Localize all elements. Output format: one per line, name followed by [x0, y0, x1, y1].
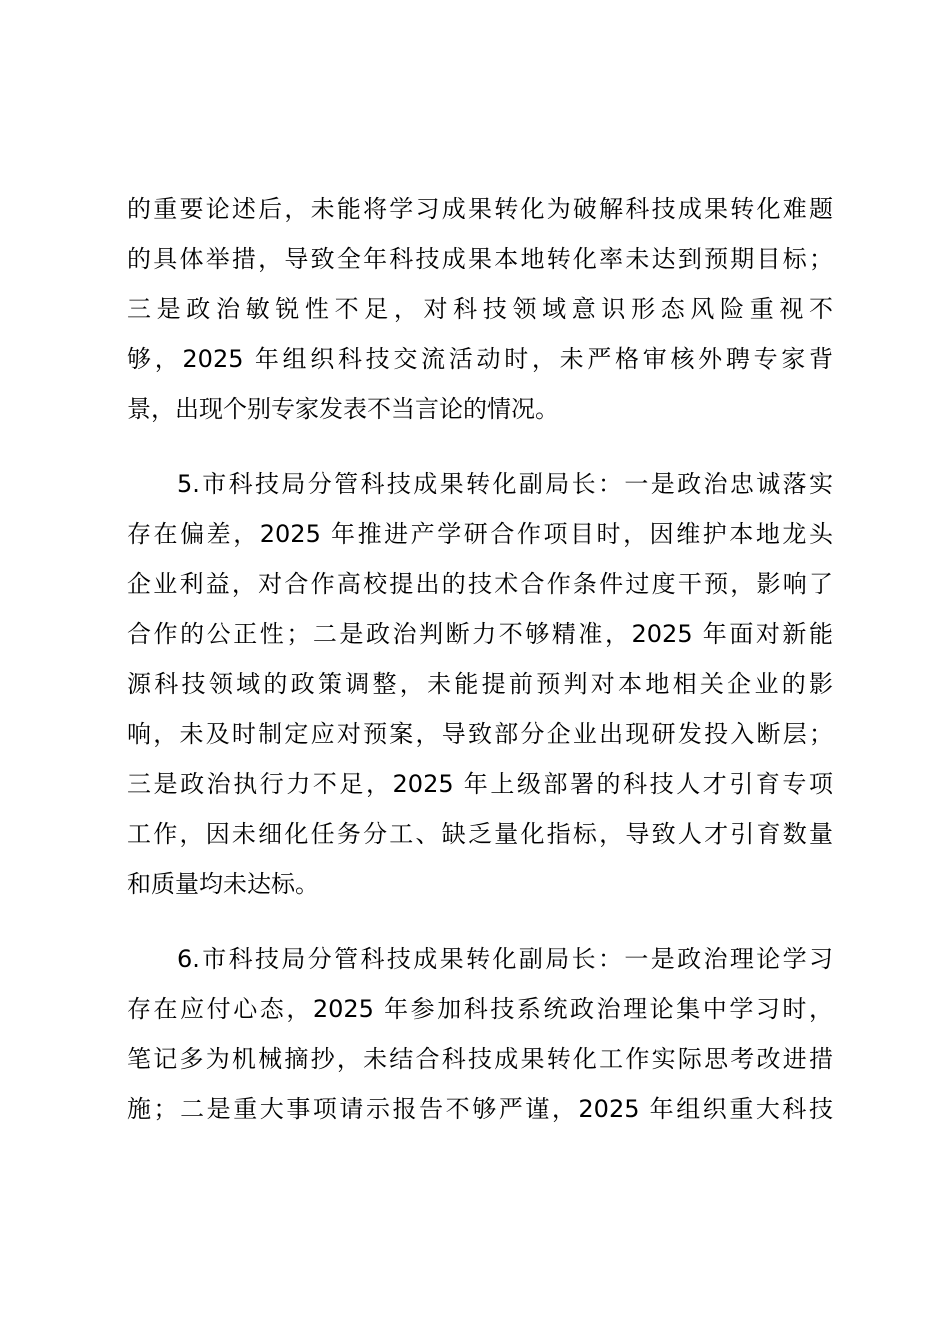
text-line: 企业利益，对合作高校提出的技术合作条件过度干预，影响了 [127, 570, 833, 598]
paragraph-gap [127, 909, 833, 934]
text-line: 合作的公正性；二是政治判断力不够精准，2025 年面对新能 [127, 620, 833, 648]
text-line: 5.市科技局分管科技成果转化副局长：一是政治忠诚落实 [177, 470, 833, 498]
text-line: 的重要论述后，未能将学习成果转化为破解科技成果转化难题 [127, 195, 833, 223]
text-line: 响，未及时制定应对预案，导致部分企业出现研发投入断层； [127, 720, 833, 748]
text-line: 三是政治敏锐性不足，对科技领域意识形态风险重视不 [127, 295, 833, 323]
paragraph-gap [127, 434, 833, 459]
text-line: 存在应付心态，2025 年参加科技系统政治理论集中学习时， [127, 995, 833, 1023]
text-line: 笔记多为机械摘抄，未结合科技成果转化工作实际思考改进措 [127, 1045, 833, 1073]
text-line: 三是政治执行力不足，2025 年上级部署的科技人才引育专项 [127, 770, 833, 798]
text-line: 景，出现个别专家发表不当言论的情况。 [127, 395, 559, 423]
paragraph-item-5 [127, 459, 833, 909]
paragraph-continuation [127, 184, 833, 434]
paragraph-item-6 [127, 934, 833, 1134]
text-line: 6.市科技局分管科技成果转化副局长：一是政治理论学习 [177, 945, 833, 973]
text-line: 够，2025 年组织科技交流活动时，未严格审核外聘专家背 [127, 345, 833, 373]
text-line: 和质量均未达标。 [127, 870, 319, 898]
text-line: 施；二是重大事项请示报告不够严谨，2025 年组织重大科技 [127, 1095, 833, 1123]
text-line: 的具体举措，导致全年科技成果本地转化率未达到预期目标； [127, 245, 833, 273]
text-line: 源科技领域的政策调整，未能提前预判对本地相关企业的影 [127, 670, 833, 698]
text-line: 工作，因未细化任务分工、缺乏量化指标，导致人才引育数量 [127, 820, 833, 848]
text-line: 存在偏差，2025 年推进产学研合作项目时，因维护本地龙头 [127, 520, 833, 548]
document-page [127, 184, 833, 1134]
